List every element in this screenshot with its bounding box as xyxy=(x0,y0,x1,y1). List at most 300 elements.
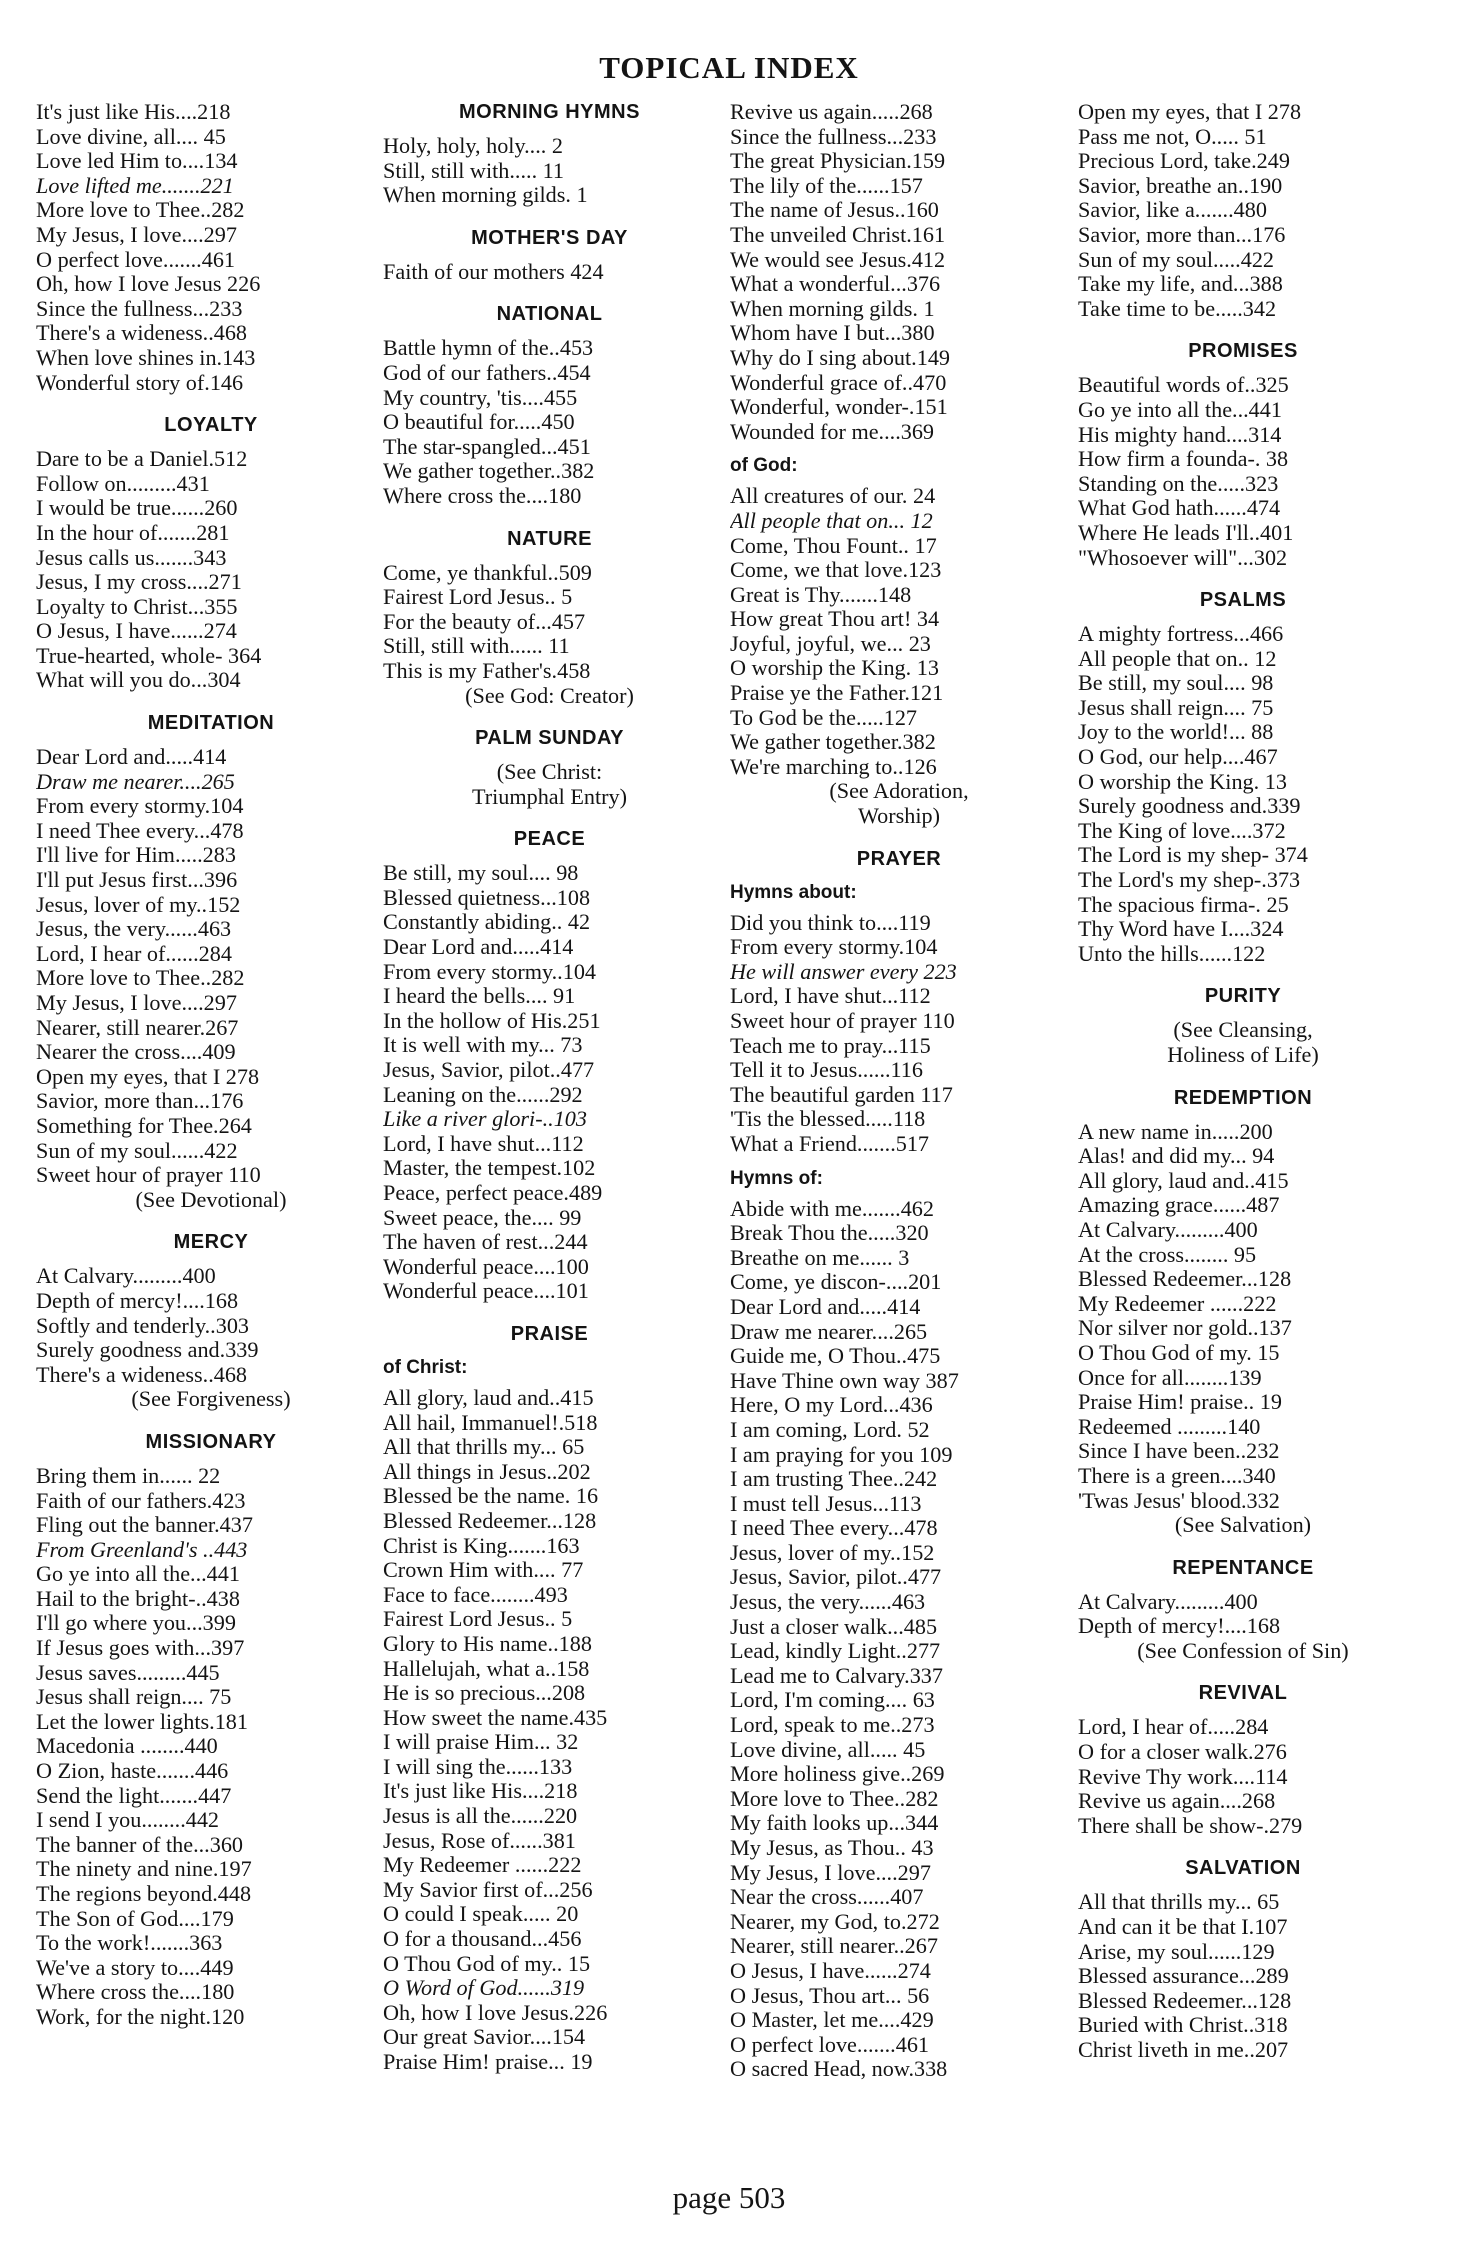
index-entry: My Jesus, I love....297 xyxy=(36,222,237,247)
index-entry: More love to Thee..282 xyxy=(36,198,245,223)
index-entry: O beautiful for.....450 xyxy=(383,410,575,435)
index-entry: Softly and tenderly..303 xyxy=(36,1313,250,1338)
index-entry: I am trusting Thee..242 xyxy=(730,1467,938,1492)
index-entry: God of our fathers..454 xyxy=(383,360,591,385)
index-entry: The Lord's my shep-.373 xyxy=(1078,868,1301,893)
index-entry: My Redeemer ......222 xyxy=(383,1853,582,1878)
index-entry: Abide with me.......462 xyxy=(730,1196,934,1221)
index-entry: Pass me not, O..... 51 xyxy=(1078,124,1267,149)
index-entry: We gather together.382 xyxy=(730,730,936,755)
section-heading: MEDITATION xyxy=(147,712,275,735)
cross-reference-note: (See Christ: xyxy=(496,759,603,785)
index-entry: I'll put Jesus first...396 xyxy=(36,868,238,893)
index-entry: At the cross........ 95 xyxy=(1078,1242,1257,1267)
index-entry: Take my life, and...388 xyxy=(1078,272,1283,297)
index-entry: All creatures of our. 24 xyxy=(730,484,936,509)
index-entry: At Calvary.........400 xyxy=(1078,1589,1258,1614)
section-heading: LOYALTY xyxy=(164,414,258,437)
index-entry: Surely goodness and.339 xyxy=(36,1338,259,1363)
page-number: page 503 xyxy=(672,2180,786,2215)
section-heading: PRAISE xyxy=(510,1322,589,1345)
index-entry: My faith looks up...344 xyxy=(730,1811,939,1836)
index-entry: Go ye into all the...441 xyxy=(1078,397,1282,422)
index-entry: We gather together..382 xyxy=(383,459,595,484)
index-entry: To the work!.......363 xyxy=(36,1931,223,1956)
index-entry: My Jesus, I love....297 xyxy=(36,991,237,1015)
index-entry: We've a story to....449 xyxy=(36,1955,234,1980)
column-2 xyxy=(383,100,716,2200)
index-entry: Open my eyes, that I 278 xyxy=(36,1064,260,1089)
index-entry: Whom have I but...380 xyxy=(730,321,935,346)
index-entry: When morning gilds. 1 xyxy=(730,296,935,321)
index-entry: More holiness give..269 xyxy=(730,1762,945,1787)
index-entry: Fairest Lord Jesus.. 5 xyxy=(383,1607,573,1632)
index-entry: Praise Him! praise.. 19 xyxy=(1078,1390,1282,1415)
index-entry: Lord, I'm coming.... 63 xyxy=(730,1688,935,1713)
index-entry: The lily of the......157 xyxy=(730,173,923,198)
index-section xyxy=(1078,1681,1408,1838)
index-entry: Alas! and did my... 94 xyxy=(1078,1144,1275,1169)
section-heading: PALM SUNDAY xyxy=(475,727,624,750)
index-section xyxy=(36,1430,386,2030)
index-entry: Surely goodness and.339 xyxy=(1078,794,1301,819)
index-entry: Here, O my Lord...436 xyxy=(730,1393,933,1418)
cross-reference-note: (See Cleansing, xyxy=(1173,1017,1313,1043)
section-heading: PRAYER xyxy=(856,847,942,870)
index-entry: Open my eyes, that I 278 xyxy=(1078,100,1302,124)
index-entry: I will sing the......133 xyxy=(383,1754,573,1779)
cross-reference-note: (See Confession of Sin) xyxy=(1137,1637,1349,1663)
section-heading: REVIVAL xyxy=(1198,1682,1288,1705)
index-entry: I am coming, Lord. 52 xyxy=(730,1417,930,1442)
index-entry: Depth of mercy!....168 xyxy=(1078,1614,1281,1639)
index-entry: Once for all........139 xyxy=(1078,1365,1262,1390)
index-entry: Guide me, O Thou..475 xyxy=(730,1344,941,1369)
index-entry: Love led Him to....134 xyxy=(36,149,238,174)
index-entry: The ninety and nine.197 xyxy=(36,1857,252,1882)
index-entry: Work, for the night.120 xyxy=(36,2004,245,2029)
index-entry: Hail to the bright-..438 xyxy=(36,1586,240,1611)
index-entry: Nearer, still nearer.267 xyxy=(36,1015,239,1040)
index-section xyxy=(730,454,1068,828)
index-entry: O for a thousand...456 xyxy=(383,1927,582,1952)
page-title: TOPICAL INDEX xyxy=(599,50,859,85)
index-entry: Faith of our fathers.423 xyxy=(36,1488,246,1513)
index-entry: What a Friend.......517 xyxy=(730,1131,930,1156)
index-section xyxy=(1078,588,1408,966)
index-entry: There shall be show-.279 xyxy=(1078,1813,1303,1838)
section-subheading: Hymns of: xyxy=(730,1167,823,1189)
index-entry: Jesus, lover of my..152 xyxy=(730,1540,935,1565)
index-entry: The beautiful garden 117 xyxy=(730,1082,953,1107)
index-entry: How sweet the name.435 xyxy=(383,1705,608,1730)
index-entry: All that thrills my... 65 xyxy=(383,1435,585,1460)
section-heading: NATIONAL xyxy=(496,303,603,326)
index-entry: Like a river glori-..103 xyxy=(383,1107,587,1132)
index-entry: More love to Thee..282 xyxy=(36,966,245,991)
index-section xyxy=(383,1322,716,2075)
index-section xyxy=(383,302,716,508)
index-entry: Draw me nearer....265 xyxy=(730,1319,928,1344)
index-entry: Precious Lord, take.249 xyxy=(1078,149,1290,174)
index-entry: All glory, laud and..415 xyxy=(1078,1168,1289,1193)
index-entry: Go ye into all the...441 xyxy=(36,1562,240,1587)
index-entry: Wonderful peace....100 xyxy=(383,1254,589,1279)
index-entry: From Greenland's ..443 xyxy=(36,1537,248,1562)
index-entry: More love to Thee..282 xyxy=(730,1786,939,1811)
index-entry: Blessed quietness...108 xyxy=(383,885,591,910)
index-entry: I need Thee every...478 xyxy=(730,1516,938,1541)
index-entry: Come, Thou Fount.. 17 xyxy=(730,533,937,558)
index-entry: I need Thee every...478 xyxy=(36,818,244,843)
index-entry: Macedonia ........440 xyxy=(36,1734,218,1759)
index-entry: O sacred Head, now.338 xyxy=(730,2057,948,2082)
index-entry: For the beauty of...457 xyxy=(383,609,586,634)
cross-reference-note: (See Devotional) xyxy=(135,1186,287,1212)
section-heading: PROMISES xyxy=(1188,340,1298,363)
index-entry: Nearer, my God, to.272 xyxy=(730,1909,940,1934)
section-heading: NATURE xyxy=(507,527,592,550)
index-entry: My Jesus, I love....297 xyxy=(730,1860,931,1885)
index-entry: In the hollow of His.251 xyxy=(383,1008,601,1033)
index-entry: 'Tis the blessed.....118 xyxy=(730,1107,926,1132)
index-entry: There's a wideness..468 xyxy=(36,1362,248,1387)
index-entry: Sweet peace, the.... 99 xyxy=(383,1205,582,1230)
index-entry: Jesus calls us.......343 xyxy=(36,545,227,570)
index-entry: He is so precious...208 xyxy=(383,1681,586,1706)
index-entry: Sweet hour of prayer 110 xyxy=(36,1163,261,1188)
index-entry: Come, ye thankful..509 xyxy=(383,560,592,585)
index-entry: It's just like His....218 xyxy=(383,1779,578,1804)
index-entry: What God hath......474 xyxy=(1078,496,1281,521)
index-section xyxy=(36,711,386,1212)
index-entry: Savior, breathe an..190 xyxy=(1078,173,1283,198)
index-entry: When love shines in.143 xyxy=(36,345,256,370)
index-entry: Since the fullness...233 xyxy=(36,296,243,321)
section-heading: MISSIONARY xyxy=(145,1430,277,1453)
index-entry: Nearer, still nearer..267 xyxy=(730,1934,938,1959)
index-entry: Christ is King.......163 xyxy=(383,1533,580,1558)
index-entry: The regions beyond.448 xyxy=(36,1882,252,1906)
index-entry: He will answer every 223 xyxy=(730,959,957,984)
index-entry: Love divine, all..... 45 xyxy=(730,1737,926,1762)
index-entry: Did you think to....119 xyxy=(730,910,931,935)
index-entry: I'll go where you...399 xyxy=(36,1611,236,1636)
index-entry: Where He leads I'll..401 xyxy=(1078,520,1294,545)
index-entry: Our great Savior....154 xyxy=(383,2025,586,2050)
index-entry: My Redeemer ......222 xyxy=(1078,1291,1277,1316)
index-entry: O could I speak..... 20 xyxy=(383,1902,579,1927)
index-entry: There's a wideness..468 xyxy=(36,321,248,346)
index-entry: O Master, let me....429 xyxy=(730,2008,934,2033)
index-entry: How firm a founda-. 38 xyxy=(1078,447,1289,472)
index-entry: Where cross the....180 xyxy=(36,1980,235,2005)
index-entry: Come, we that love.123 xyxy=(730,558,942,583)
index-entry: Lead me to Calvary.337 xyxy=(730,1663,943,1688)
index-entry: From every stormy.104 xyxy=(36,794,244,819)
section-heading: MOTHER'S DAY xyxy=(471,226,628,249)
index-entry: Love lifted me.......221 xyxy=(36,173,234,198)
index-entry: Come, ye discon-....201 xyxy=(730,1270,942,1295)
index-entry: Blessed assurance...289 xyxy=(1078,1964,1289,1989)
index-entry: All glory, laud and..415 xyxy=(383,1385,594,1410)
index-entry: And can it be that I.107 xyxy=(1078,1915,1288,1940)
index-entry: Jesus, the very......463 xyxy=(730,1590,926,1615)
index-entry: Blessed Redeemer...128 xyxy=(383,1508,597,1533)
index-section xyxy=(1078,1086,1408,1538)
index-entry: Break Thou the.....320 xyxy=(730,1221,929,1246)
index-entry: Jesus is all the......220 xyxy=(383,1804,578,1829)
index-entry: It's just like His....218 xyxy=(36,100,231,124)
index-entry: Sweet hour of prayer 110 xyxy=(730,1009,955,1033)
index-section xyxy=(730,847,1068,1157)
index-entry: Leaning on the......292 xyxy=(383,1082,583,1107)
index-entry: O Jesus, I have......274 xyxy=(36,619,237,644)
index-entry: In the hour of.......281 xyxy=(36,520,230,545)
index-entry: Beautiful words of..325 xyxy=(1078,373,1289,398)
index-entry: O Jesus, I have......274 xyxy=(730,1958,931,1983)
index-entry: If Jesus goes with...397 xyxy=(36,1636,245,1661)
index-entry: What will you do...304 xyxy=(36,668,241,693)
index-entry: The banner of the...360 xyxy=(36,1832,244,1857)
index-entry: We're marching to..126 xyxy=(730,754,937,779)
index-entry: Loyalty to Christ...355 xyxy=(36,594,238,619)
index-entry: Jesus, I my cross....271 xyxy=(36,570,242,595)
index-entry: I'll live for Him.....283 xyxy=(36,843,236,868)
index-entry: Teach me to pray...115 xyxy=(730,1033,931,1058)
index-entry: Lord, I have shut...112 xyxy=(383,1131,584,1156)
index-section xyxy=(730,1167,1068,2082)
index-entry: Fling out the banner.437 xyxy=(36,1513,253,1538)
index-section xyxy=(383,726,716,809)
index-entry: Savior, more than...176 xyxy=(36,1089,244,1114)
index-entry: When morning gilds. 1 xyxy=(383,183,588,208)
index-entry: Still, still with...... 11 xyxy=(383,634,570,659)
index-entry: Blessed be the name. 16 xyxy=(383,1484,599,1509)
section-heading: PURITY xyxy=(1204,985,1282,1008)
index-entry: Jesus, lover of my..152 xyxy=(36,892,241,917)
index-entry: Constantly abiding.. 42 xyxy=(383,910,591,935)
index-entry: Lord, I have shut...112 xyxy=(730,984,931,1009)
index-entry: Wonderful peace....101 xyxy=(383,1279,589,1304)
index-entry: Jesus shall reign.... 75 xyxy=(36,1685,232,1710)
index-entry: All people that on... 12 xyxy=(730,508,933,533)
index-entry: O worship the King. 13 xyxy=(1078,769,1287,794)
index-entry: Wonderful grace of..470 xyxy=(730,370,947,395)
index-entry: Redeemed .........140 xyxy=(1078,1414,1261,1439)
index-entry: O Thou God of my.. 15 xyxy=(383,1951,591,1976)
index-section xyxy=(383,527,716,709)
index-entry: Blessed Redeemer...128 xyxy=(1078,1267,1292,1292)
index-entry: The haven of rest...244 xyxy=(383,1230,588,1255)
index-entry: Jesus, the very......463 xyxy=(36,917,232,942)
index-entry: Peace, perfect peace.489 xyxy=(383,1181,603,1205)
index-entry: Take time to be.....342 xyxy=(1078,296,1277,321)
index-entry: Nearer the cross....409 xyxy=(36,1040,236,1065)
index-entry: Lord, I hear of......284 xyxy=(36,941,232,966)
index-section xyxy=(1078,339,1408,570)
cross-reference-note: Worship) xyxy=(857,803,941,829)
index-entry: Crown Him with.... 77 xyxy=(383,1558,584,1583)
index-entry: Send the light.......447 xyxy=(36,1783,232,1808)
index-entry: Nor silver nor gold..137 xyxy=(1078,1316,1292,1341)
index-entry: To God be the.....127 xyxy=(730,705,918,730)
index-entry: Sun of my soul......422 xyxy=(36,1138,238,1163)
index-entry: I must tell Jesus...113 xyxy=(730,1491,922,1516)
index-entry: Be still, my soul.... 98 xyxy=(383,861,579,886)
index-entry: How great Thou art! 34 xyxy=(730,607,940,632)
index-entry: Have Thine own way 387 xyxy=(730,1368,959,1393)
index-entry: O Zion, haste.......446 xyxy=(36,1759,229,1784)
index-entry: Dear Lord and.....414 xyxy=(383,935,574,960)
index-entry: Just a closer walk...485 xyxy=(730,1614,938,1639)
index-entry: O Word of God......319 xyxy=(383,1976,585,2001)
index-entry: At Calvary.........400 xyxy=(36,1264,216,1289)
index-entry: Since I have been..232 xyxy=(1078,1439,1280,1464)
index-entry: O for a closer walk.276 xyxy=(1078,1740,1287,1765)
index-entry: Savior, more than...176 xyxy=(1078,222,1286,247)
index-entry: O Jesus, Thou art... 56 xyxy=(730,1983,930,2008)
section-subheading: Hymns about: xyxy=(730,881,857,903)
index-section xyxy=(36,413,386,693)
index-entry: The great Physician.159 xyxy=(730,149,946,174)
index-entry: Revive us again....268 xyxy=(1078,1789,1276,1814)
index-entry: Since the fullness...233 xyxy=(730,124,937,149)
column-1 xyxy=(36,100,386,2200)
index-entry: Blessed Redeemer...128 xyxy=(1078,1988,1292,2013)
index-entry: Draw me nearer....265 xyxy=(36,769,235,794)
index-entry: Oh, how I love Jesus 226 xyxy=(36,272,261,297)
index-entry: O Thou God of my. 15 xyxy=(1078,1340,1280,1365)
section-heading: PSALMS xyxy=(1199,589,1287,612)
index-entry: All things in Jesus..202 xyxy=(383,1459,591,1484)
index-section xyxy=(1078,1556,1408,1664)
index-entry: A mighty fortress...466 xyxy=(1078,622,1284,647)
index-entry: Jesus, Rose of......381 xyxy=(383,1828,576,1853)
cross-reference-note: (See Forgiveness) xyxy=(131,1386,291,1412)
index-entry: Revive us again.....268 xyxy=(730,100,933,124)
index-entry: Standing on the.....323 xyxy=(1078,471,1279,496)
index-entry: I send I you........442 xyxy=(36,1808,220,1833)
index-entry: Master, the tempest.102 xyxy=(383,1156,596,1181)
index-entry: Joyful, joyful, we... 23 xyxy=(730,631,931,656)
index-entry: True-hearted, whole- 364 xyxy=(36,643,262,668)
cross-reference-note: Triumphal Entry) xyxy=(471,783,628,809)
index-entry: The King of love....372 xyxy=(1078,818,1286,843)
index-entry: We would see Jesus.412 xyxy=(730,247,946,272)
cross-reference-note: (See God: Creator) xyxy=(465,682,634,708)
index-entry: Lord, I hear of.....284 xyxy=(1078,1715,1269,1740)
index-entry: Wounded for me....369 xyxy=(730,419,935,444)
index-section xyxy=(383,827,716,1304)
section-heading: MERCY xyxy=(173,1231,249,1254)
index-entry: The unveiled Christ.161 xyxy=(730,222,946,247)
index-entry: Bring them in...... 22 xyxy=(36,1463,221,1488)
index-entry: Joy to the world!... 88 xyxy=(1078,720,1274,745)
cross-reference-note: Holiness of Life) xyxy=(1167,1042,1319,1067)
index-entry: My Jesus, as Thou.. 43 xyxy=(730,1836,934,1860)
cross-reference-note: (See Adoration, xyxy=(829,778,969,804)
index-section xyxy=(1078,1856,1408,2062)
index-entry: The name of Jesus..160 xyxy=(730,198,939,223)
index-entry: The spacious firma-. 25 xyxy=(1078,892,1289,917)
index-entry: There is a green....340 xyxy=(1078,1463,1276,1488)
index-entry: The Son of God....179 xyxy=(36,1906,234,1931)
index-entry: Follow on.........431 xyxy=(36,471,210,496)
index-entry: A new name in.....200 xyxy=(1078,1119,1273,1144)
index-entry: Where cross the....180 xyxy=(383,483,582,508)
index-entry: O God, our help....467 xyxy=(1078,745,1278,770)
cross-reference-note: (See Salvation) xyxy=(1174,1512,1312,1538)
index-entry: At Calvary.........400 xyxy=(1078,1217,1258,1242)
index-entry: Sun of my soul.....422 xyxy=(1078,247,1275,272)
index-entry: Arise, my soul......129 xyxy=(1078,1939,1275,1964)
index-section xyxy=(1078,984,1408,1067)
index-entry: 'Twas Jesus' blood.332 xyxy=(1078,1488,1280,1513)
column-3 xyxy=(730,100,1068,2200)
index-section xyxy=(730,100,1068,444)
index-entry: Praise ye the Father.121 xyxy=(730,681,944,706)
index-entry: Christ liveth in me..207 xyxy=(1078,2038,1289,2062)
index-section xyxy=(1078,100,1408,321)
index-entry: Let the lower lights.181 xyxy=(36,1709,248,1734)
section-heading: PEACE xyxy=(513,828,586,851)
index-entry: Dear Lord and.....414 xyxy=(36,745,227,770)
index-section xyxy=(36,100,386,395)
index-entry: Jesus, Savior, pilot..477 xyxy=(383,1058,595,1083)
index-entry: Savior, like a.......480 xyxy=(1078,198,1267,223)
index-entry: From every stormy.104 xyxy=(730,935,938,960)
index-entry: All that thrills my... 65 xyxy=(1078,1890,1280,1915)
index-entry: I heard the bells.... 91 xyxy=(383,984,576,1009)
index-entry: Wonderful, wonder-.151 xyxy=(730,395,948,420)
index-entry: All hail, Immanuel!.518 xyxy=(383,1410,598,1435)
index-entry: Depth of mercy!....168 xyxy=(36,1288,239,1313)
index-entry: What a wonderful...376 xyxy=(730,272,941,297)
section-heading: REDEMPTION xyxy=(1173,1086,1313,1109)
index-entry: Unto the hills......122 xyxy=(1078,941,1266,966)
index-entry: Jesus, Savior, pilot..477 xyxy=(730,1565,942,1590)
index-entry: Battle hymn of the..453 xyxy=(383,336,594,361)
index-entry: Why do I sing about.149 xyxy=(730,345,951,370)
index-entry: I will praise Him... 32 xyxy=(383,1730,579,1755)
index-entry: O worship the King. 13 xyxy=(730,656,939,681)
index-entry: From every stormy..104 xyxy=(383,959,597,984)
index-entry: My country, 'tis....455 xyxy=(383,385,578,410)
index-entry: Still, still with..... 11 xyxy=(383,158,565,183)
section-subheading: of God: xyxy=(730,455,798,477)
index-entry: The Lord is my shep- 374 xyxy=(1078,843,1308,868)
index-section xyxy=(383,226,716,285)
index-section xyxy=(383,100,716,208)
index-entry: Revive Thy work....114 xyxy=(1078,1764,1288,1789)
section-heading: MORNING HYMNS xyxy=(459,101,640,123)
index-entry: Breathe on me...... 3 xyxy=(730,1245,910,1270)
index-entry: Thy Word have I....324 xyxy=(1078,917,1284,942)
index-entry: Dare to be a Daniel.512 xyxy=(36,447,248,472)
index-entry: Wonderful story of.146 xyxy=(36,370,244,395)
index-entry: Near the cross......407 xyxy=(730,1885,924,1910)
index-entry: I would be true......260 xyxy=(36,496,238,521)
index-entry: O perfect love.......461 xyxy=(36,247,236,272)
index-entry: Amazing grace......487 xyxy=(1078,1193,1280,1218)
index-entry: Lead, kindly Light..277 xyxy=(730,1639,941,1664)
index-entry: Be still, my soul.... 98 xyxy=(1078,671,1274,696)
index-entry: Lord, speak to me..273 xyxy=(730,1713,935,1738)
index-entry: Praise Him! praise... 19 xyxy=(383,2050,593,2074)
index-section xyxy=(36,1230,386,1412)
column-4 xyxy=(1078,100,1408,2200)
